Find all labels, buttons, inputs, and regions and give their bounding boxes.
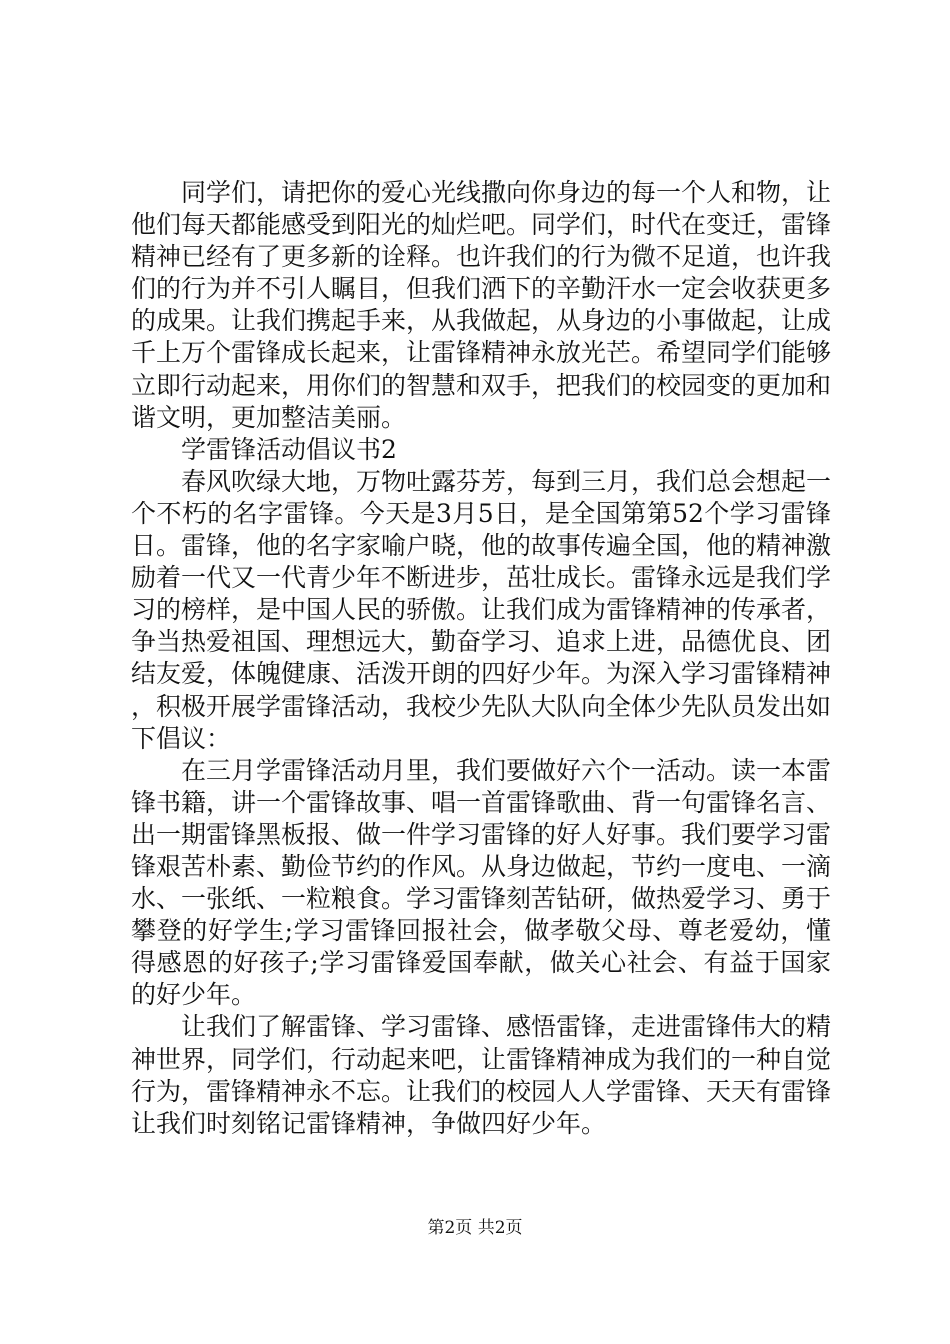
section-heading: 学雷锋活动倡议书2	[181, 434, 397, 464]
paragraph-activities: 在三月学雷锋活动月里，我们要做好六个一活动。读一本雷锋书籍，讲一个雷锋故事、唱一首雷锋歌曲、背一句雷锋名言、出一期雷锋黑板报、做一件学习雷锋的好人好事。我们要学习雷锋艰苦朴素、勤俭节约的作风。从身边做起，节约一度电、一滴水、一张纸、一粒粮食。学习雷锋刻苦钻研，做热爱学习、勇于攀登的好学生;学习雷锋回报社会，做孝敬父母、尊老爱幼，懂得感恩的好孩子;学习雷锋爱国奉献，做关心社会、有益于国家的好少年。	[131, 755, 832, 1010]
paragraph-closing-appeal: 同学们，请把你的爱心光线撒向你身边的每一个人和物，让他们每天都能感受到阳光的灿烂吧。同学们，时代在变迁，雷锋精神已经有了更多新的诠释。也许我们的行为微不足道，也许我们的行为并不引人瞩目，但我们洒下的辛勤汗水一定会收获更多的成果。让我们携起手来，从我做起，从身边的小事做起，让成千上万个雷锋成长起来，让雷锋精神永放光芒。希望同学们能够立即行动起来，用你们的智慧和双手，把我们的校园变的更加和谐文明，更加整洁美丽。	[131, 178, 832, 432]
paragraph-conclusion: 让我们了解雷锋、学习雷锋、感悟雷锋，走进雷锋伟大的精神世界，同学们，行动起来吧，让雷锋精神成为我们的一种自觉行为，雷锋精神永不忘。让我们的校园人人学雷锋、天天有雷锋让我们时刻铭记雷锋精神，争做四好少年。	[131, 1012, 832, 1138]
page-footer: 第2页 共2页	[427, 1218, 523, 1238]
document-body	[131, 177, 831, 1140]
paragraph-introduction: 春风吹绿大地，万物吐露芬芳，每到三月，我们总会想起一个不朽的名字雷锋。今天是3月5日，是全国第第52个学习雷锋日。雷锋，他的名字家喻户晓，他的故事传遍全国，他的精神激励着一代又一代青少年不断进步，茁壮成长。雷锋永远是我们学习的榜样，是中国人民的骄傲。让我们成为雷锋精神的传承者，争当热爱祖国、理想远大，勤奋学习、追求上进，品德优良、团结友爱，体魄健康、活泼开朗的四好少年。为深入学习雷锋精神，积极开展学雷锋活动，我校少先队大队向全体少先队员发出如下倡议：	[131, 466, 832, 753]
